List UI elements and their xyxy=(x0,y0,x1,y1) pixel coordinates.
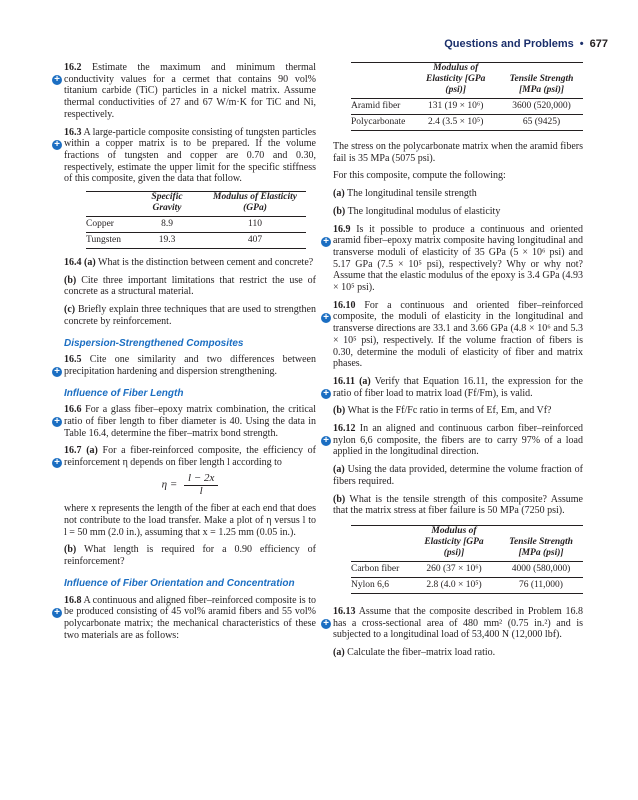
table-cell: 76 (11,000) xyxy=(519,579,563,590)
continuation-part xyxy=(333,206,583,218)
problem-number: 16.7 xyxy=(64,445,82,457)
header-separator: • xyxy=(579,38,584,50)
table-carbon-nylon xyxy=(351,525,583,594)
table-cell: Polycarbonate xyxy=(351,117,406,127)
problem-16-7 xyxy=(54,445,316,568)
problem-16-6 xyxy=(54,404,317,439)
table-row xyxy=(351,577,583,593)
part-text: Briefly explain three techniques that are used to strengthen concrete by reinforcement. xyxy=(64,304,316,327)
table-cell: Carbon fiber xyxy=(351,563,400,574)
table-copper-tungsten xyxy=(86,191,306,249)
problem-number: 16.13 xyxy=(333,605,356,617)
part-label: (b) xyxy=(64,274,77,286)
running-header xyxy=(444,38,608,50)
table-cell: 19.3 xyxy=(158,235,176,246)
problem-text: Cite one similarity and two differences between precipitation hardening and dispersion strengthening. xyxy=(64,354,316,377)
table-row xyxy=(351,115,583,131)
table-cell: 65 (9425) xyxy=(522,117,561,127)
part-text: The longitudinal tensile strength xyxy=(347,188,477,200)
plus-icon: + xyxy=(52,417,62,427)
table-row xyxy=(351,99,583,115)
table-aramid-polycarbonate xyxy=(351,62,583,131)
plus-icon: + xyxy=(52,367,62,377)
table-header: Tensile Strength [MPa (psi)] xyxy=(509,74,574,95)
problem-number: 16.6 xyxy=(64,404,82,416)
problem-16-2 xyxy=(54,62,316,121)
plus-icon: + xyxy=(52,75,62,85)
part-label: (a) xyxy=(84,257,96,269)
efficiency-formula xyxy=(64,473,316,497)
section-heading: Influence of Fiber Length xyxy=(64,387,184,399)
table-row xyxy=(86,233,306,249)
plus-icon: + xyxy=(321,389,331,399)
table-cell: 4000 (580,000) xyxy=(511,563,571,574)
continuation-part xyxy=(333,188,583,200)
table-cell: 3600 (520,000) xyxy=(512,101,571,111)
table-cell: Aramid fiber xyxy=(351,101,401,111)
table-cell: 260 (37 × 10⁶) xyxy=(426,563,482,574)
part-label: (a) xyxy=(86,445,98,457)
problem-text: For a glass fiber–epoxy matrix combination, the critical ratio of fiber length to fiber diameter is 40. Using the data in Table 16.4, determine the fiber–matrix bond strength. xyxy=(64,404,317,439)
continuation-text: The stress on the polycarbonate matrix when the aramid fibers fail is 35 MPa (5075 psi). xyxy=(333,141,583,164)
table-row xyxy=(351,561,583,577)
header-section-title: Questions and Problems xyxy=(444,38,574,50)
problem-text: In an aligned and continuous carbon fiber–reinforced nylon 6,6 composite, the fibers are to carry 97% of a load applied in the longitudinal direction. xyxy=(333,423,584,458)
table-cell: 2.8 (4.0 × 10⁵) xyxy=(426,579,482,590)
part-label: (b) xyxy=(64,544,77,556)
problem-number: 16.11 xyxy=(333,375,355,387)
problem-16-3 xyxy=(54,126,316,186)
part-label: (c) xyxy=(64,304,76,316)
problem-number: 16.5 xyxy=(64,354,82,366)
table-header xyxy=(351,63,411,99)
continuation-text: For this composite, compute the following: xyxy=(333,170,506,182)
problem-number: 16.12 xyxy=(333,423,356,435)
table-cell: Copper xyxy=(86,219,114,230)
problem-text: Assume that the composite described in Problem 16.8 has a cross-sectional area of 480 mm² (0.75 in.²) and is subjected to a longitudinal load of 53,400 N (12,000 lbf). xyxy=(333,605,583,641)
table-header: Modulus of Elasticity [GPa (psi)] xyxy=(426,63,486,95)
table-cell: 2.4 (3.5 × 10⁵) xyxy=(428,117,484,127)
problem-16-4 xyxy=(64,257,316,328)
part-text: What is the distinction between cement and concrete? xyxy=(98,257,314,269)
part-label: (a) xyxy=(359,375,371,387)
part-text: Cite three important limitations that restrict the use of concrete as a structural material. xyxy=(64,274,316,298)
table-cell: 110 xyxy=(248,219,262,230)
problem-number: 16.3 xyxy=(64,126,82,138)
table-header: Specific Gravity xyxy=(151,192,183,214)
problem-text: For a continuous and oriented fiber–reinforced composite, the moduli of elasticity in the longitudinal and transverse directions are 33.1 and 3.66 GPa (4.8 × 10⁶ and 5.3 × 10⁵ psi), respectively. If the volume fraction of fibers is 0.30, determine the moduli of elasticity of fiber and matrix phases. xyxy=(333,299,583,370)
formula-fraction xyxy=(184,473,218,497)
page-number: 677 xyxy=(589,38,608,50)
problem-text: A large-particle composite consisting of tungsten particles within a copper matrix is to be prepared. If the volume fractions of tungsten and copper are 0.70 and 0.30, respectively, estimate the upper limit for the specific stiffness of this composite, given the data that follow. xyxy=(64,126,316,185)
plus-icon: + xyxy=(321,436,331,446)
part-text: Using the data provided, determine the volume fraction of fibers required. xyxy=(333,464,584,487)
part-text: For a fiber-reinforced composite, the efficiency of reinforcement η depends on fiber length l according to xyxy=(64,445,316,469)
table-cell: Tungsten xyxy=(86,235,122,246)
part-text: The longitudinal modulus of elasticity xyxy=(347,205,501,217)
left-column xyxy=(54,62,317,647)
problem-text: A continuous and aligned fiber–reinforced composite is to be produced consisting of 45 vol% aramid fibers and 55 vol% polycarbonate matrix; the mechanical characteristics of these two materials are as follows: xyxy=(64,594,316,641)
problem-16-8 xyxy=(54,594,316,642)
problem-16-9 xyxy=(323,223,583,294)
problem-text: Estimate the maximum and minimum thermal conductivity values for a cermet that contains 90 vol% titanium carbide (TiC) particles in a nickel matrix. Assume thermal conductivities of 27 and 67 W/m·K for TiC and Ni, respectively. xyxy=(64,62,316,120)
part-label: (b) xyxy=(333,405,346,417)
table-header xyxy=(351,525,409,561)
part-text: What is the tensile strength of this composite? Assume that the matrix stress at fiber failure is 50 MPa (7250 psi). xyxy=(333,493,583,517)
table-header: Modulus of Elasticity [GPa (psi)] xyxy=(424,525,484,558)
section-heading: Influence of Fiber Orientation and Concentration xyxy=(64,577,295,589)
table-row xyxy=(86,217,306,233)
plus-icon: + xyxy=(52,458,62,468)
problem-number: 16.8 xyxy=(64,594,82,606)
part-text: Calculate the fiber–matrix load ratio. xyxy=(347,647,496,659)
formula-denominator: l xyxy=(199,484,203,497)
part-text: where x represents the length of the fiber at each end that does not contribute to the load transfer. Make a plot of η versus l to l = 50 mm (2.0 in.), assuming that x = 1.25 mm (0.05 in.). xyxy=(64,503,316,538)
problem-16-5 xyxy=(54,354,316,378)
plus-icon: + xyxy=(321,313,331,323)
problem-16-13 xyxy=(323,605,583,659)
problem-text: Is it possible to produce a continuous and oriented aramid fiber–epoxy matrix composite having longitudinal and transverse moduli of elasticity of 35 GPa (5 × 10⁶ psi) and 5.17 GPa (7.5 × 10⁵ psi), respectively? Why or why not? Assume that the elastic modulus of the epoxy is 3.4 GPa (4.93 × 10⁵ psi). xyxy=(333,223,583,294)
plus-icon: + xyxy=(321,237,331,247)
formula-numerator: l − 2x xyxy=(184,473,218,486)
part-text: Verify that Equation 16.11, the expression for the ratio of fiber load to matrix load (Ff/Fm), is valid. xyxy=(333,375,583,399)
part-label: (a) xyxy=(333,647,345,659)
problem-number: 16.2 xyxy=(64,62,82,73)
problem-16-11 xyxy=(323,375,583,417)
part-text: What length is required for a 0.90 efficiency of reinforcement? xyxy=(64,544,316,568)
table-header: Tensile Strength [MPa (psi)] xyxy=(509,536,573,558)
table-cell: 407 xyxy=(247,235,263,246)
part-label: (b) xyxy=(333,493,346,505)
plus-icon: + xyxy=(52,140,62,150)
problem-16-12 xyxy=(323,423,584,517)
problem-number: 16.10 xyxy=(333,299,356,311)
part-label: (a) xyxy=(333,188,345,200)
plus-icon: + xyxy=(321,619,331,629)
problem-16-10 xyxy=(323,299,583,370)
table-cell: 8.9 xyxy=(161,219,173,230)
table-cell: Nylon 6,6 xyxy=(351,579,389,590)
formula-lhs: η = xyxy=(161,478,178,491)
table-cell: 131 (19 × 10⁶) xyxy=(428,101,484,111)
plus-icon: + xyxy=(52,608,62,618)
table-header xyxy=(86,192,130,217)
problem-number: 16.9 xyxy=(333,223,351,235)
part-text: What is the Ff/Fc ratio in terms of Ef, Em, and Vf? xyxy=(347,405,552,417)
problem-number: 16.4 xyxy=(64,257,82,269)
section-heading: Dispersion-Strengthened Composites xyxy=(64,337,244,349)
table-header: Modulus of Elasticity (GPa) xyxy=(213,192,297,214)
right-column xyxy=(323,62,584,665)
part-label: (b) xyxy=(333,205,346,217)
part-label: (a) xyxy=(333,464,345,476)
